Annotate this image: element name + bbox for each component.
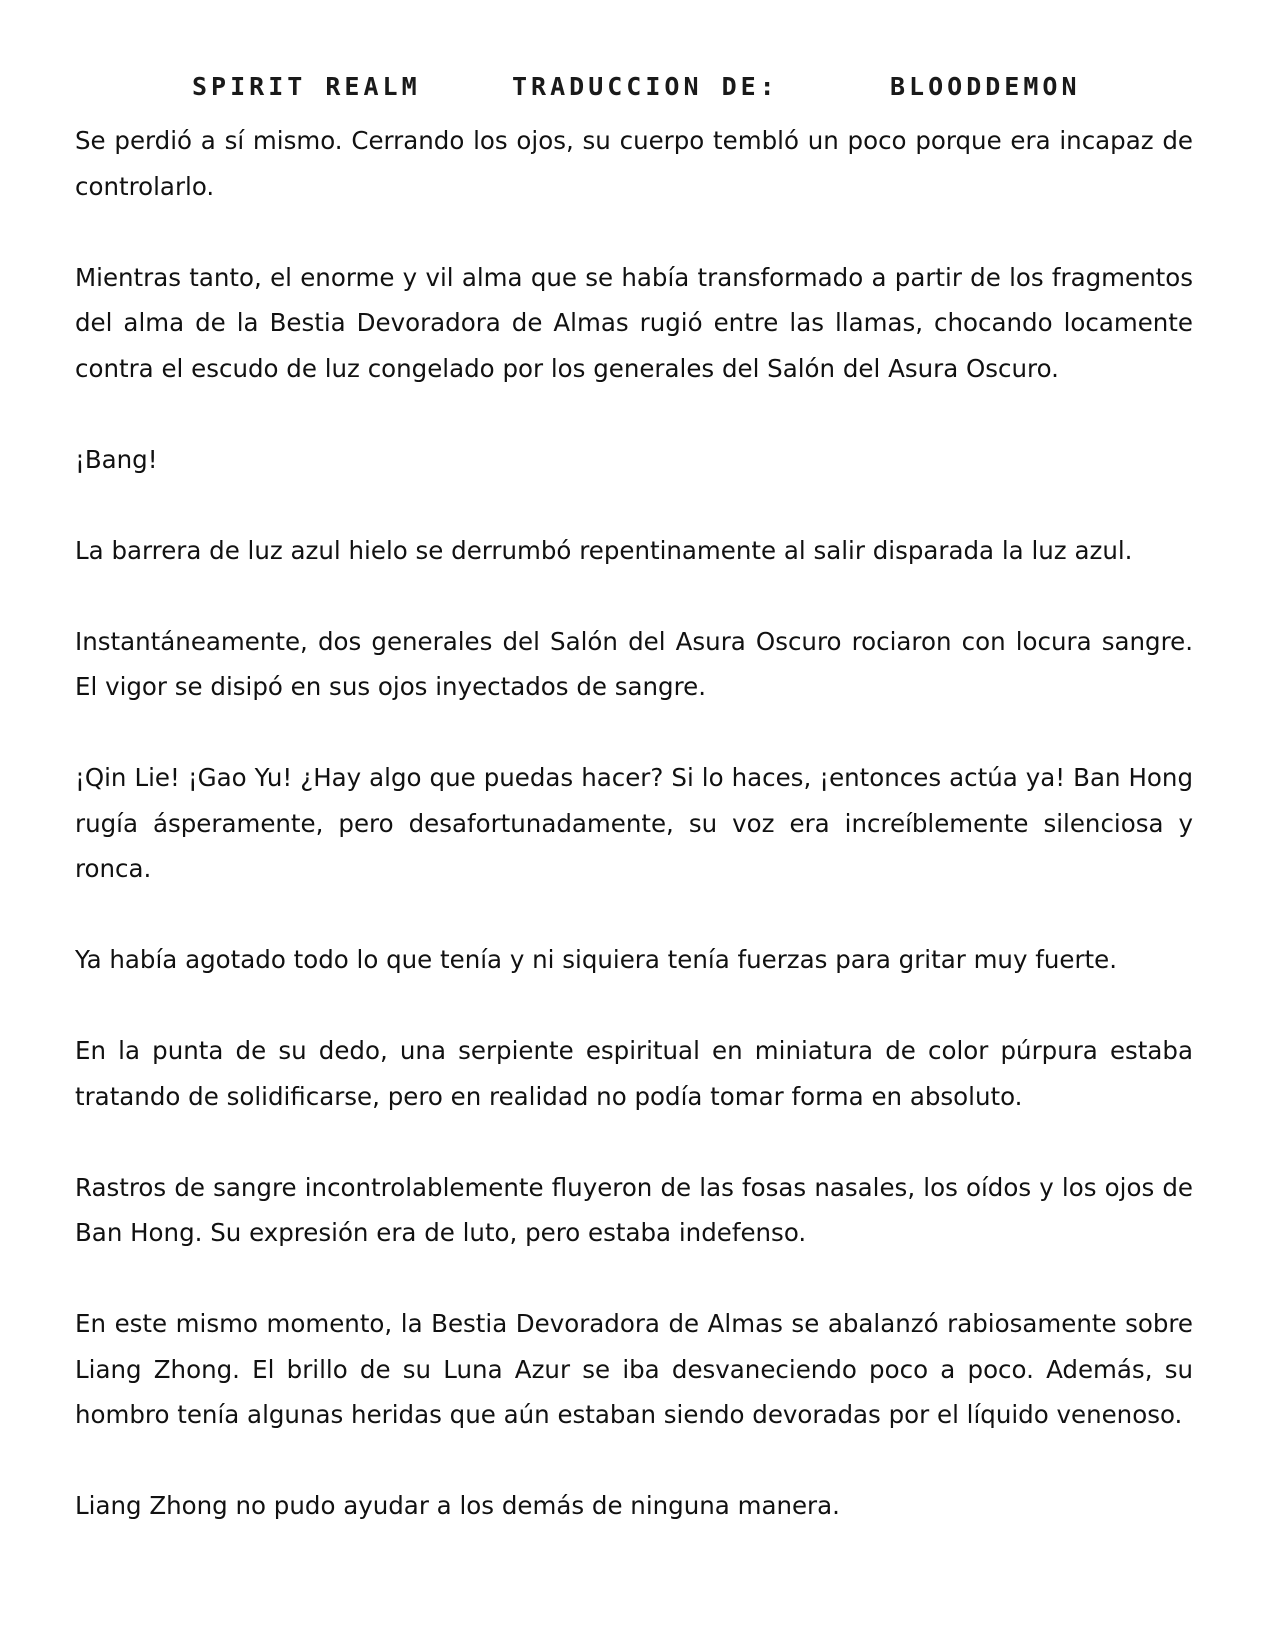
page-header (0, 72, 1275, 112)
header-translator-name: BLOODDEMON (890, 72, 1081, 101)
paragraph: Instantáneamente, dos generales del Salón del Asura Oscuro rociaron con locura sangre. El vigor se disipó en sus ojos inyectados de sangre. (75, 626, 1193, 701)
paragraph: Se perdió a sí mismo. Cerrando los ojos, su cuerpo tembló un poco porque era incapaz de controlarlo. (75, 126, 1193, 201)
paragraph: La barrera de luz azul hielo se derrumbó repentinamente al salir disparada la luz azul. (75, 535, 1133, 565)
paragraph: Mientras tanto, el enorme y vil alma que se había transformado a partir de los fragmentos del alma de la Bestia Devoradora de Almas rugió entre las llamas, chocando locamente contra el escudo de luz congelado por los generales del Salón del Asura Oscuro. (75, 262, 1193, 383)
header-series-title: SPIRIT REALM (192, 72, 421, 101)
paragraph: Ya había agotado todo lo que tenía y ni siquiera tenía fuerzas para gritar muy fuerte. (75, 945, 1118, 974)
paragraph: En este mismo momento, la Bestia Devoradora de Almas se abalanzó rabiosamente sobre Liang Zhong. El brillo de su Luna Azur se iba desvaneciendo poco a poco. Además, su hombro tenía algunas heridas que aún estaban siendo devoradas por el líquido venenoso. (75, 1309, 1193, 1429)
document-body (75, 118, 1193, 1574)
header-translation-label: TRADUCCION DE: (512, 72, 779, 101)
paragraph: Rastros de sangre incontrolablemente fluyeron de las fosas nasales, los oídos y los ojos de Ban Hong. Su expresión era de luto, pero estaba indefenso. (75, 1172, 1193, 1247)
paragraph: Liang Zhong no pudo ayudar a los demás de ninguna manera. (75, 1491, 840, 1520)
paragraph: En la punta de su dedo, una serpiente espiritual en miniatura de color púrpura estaba tratando de solidificarse, pero en realidad no podía tomar forma en absoluto. (75, 1036, 1193, 1111)
paragraph: ¡Bang! (75, 444, 158, 474)
paragraph: ¡Qin Lie! ¡Gao Yu! ¿Hay algo que puedas hacer? Si lo haces, ¡entonces actúa ya! Ban Hong rugía ásperamente, pero desafortunadamente, su voz era increíblemente silenciosa y ronca. (75, 763, 1193, 883)
